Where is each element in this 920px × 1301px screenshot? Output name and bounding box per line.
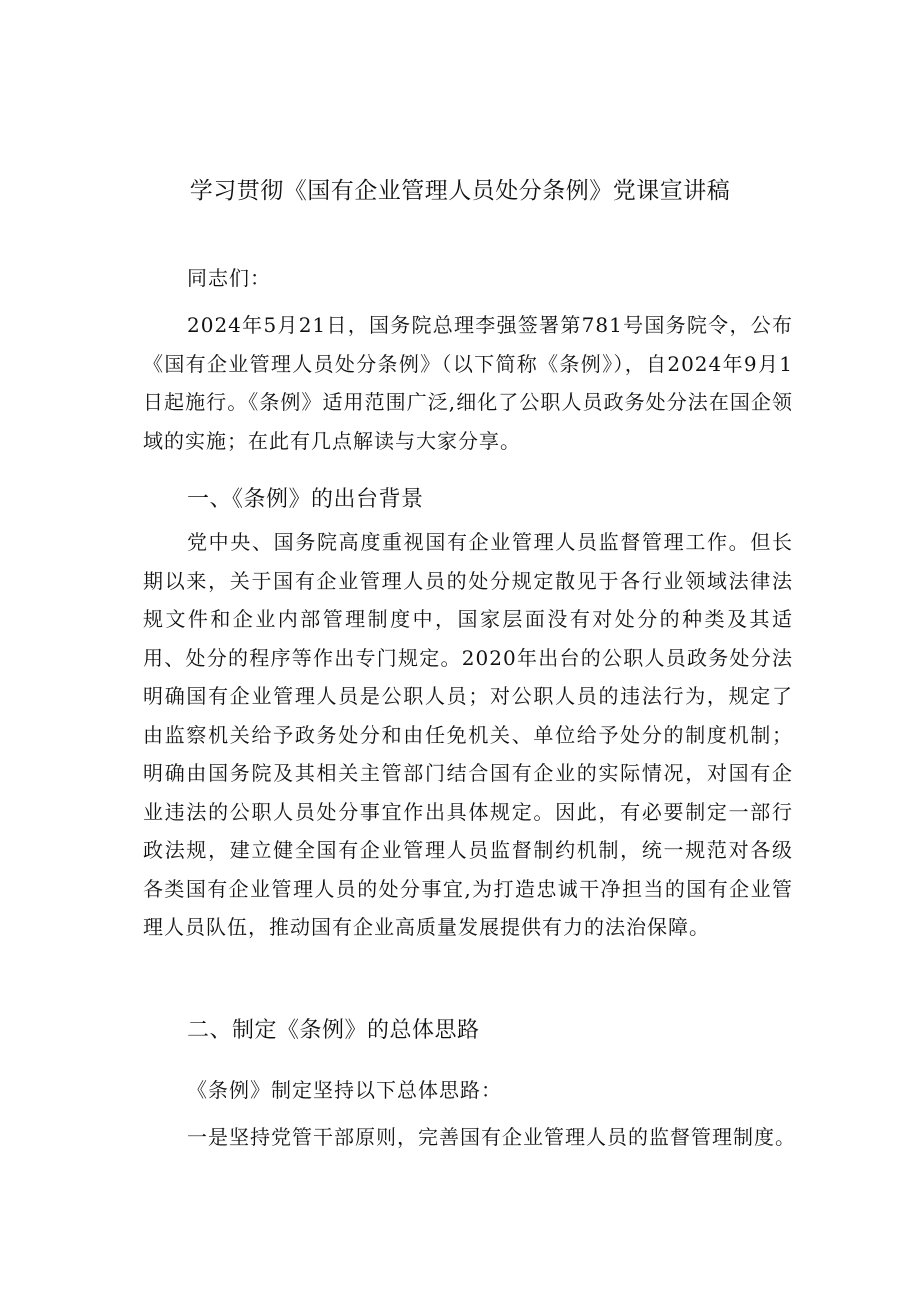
section-1-heading: 一、《条例》的出台背景 (187, 487, 424, 512)
section-2-lead: 《条例》制定坚持以下总体思路： (187, 1078, 502, 1102)
section-1-paragraph: 党中央、国务院高度重视国有企业管理人员监督管理工作。但长期以来，关于国有企业管理人员的处分规定散见于各行业领域法律法规文件和企业内部管理制度中，国家层面没有对处分的种类及其适用、处分的程序等作出专门规定。2020年出台的公职人员政务处分法明确国有企业管理人员是公职人员；对公职人员的违法行为，规定了由监察机关给予政务处分和由任免机关、单位给予处分的制度机制；明确由国务院及其相关主管部门结合国有企业的实际情况，对国有企业违法的公职人员处分事宜作出具体规定。因此，有必要制定一部行政法规，建立健全国有企业管理人员监督制约机制，统一规范对各级各类国有企业管理人员的处分事宜,为打造忠诚干净担当的国有企业管理人员队伍，推动国有企业高质量发展提供有力的法治保障。 (143, 530, 793, 939)
intro-paragraph: 2024年5月21日，国务院总理李强签署第781号国务院令，公布《国有企业管理人员处分条例》（以下简称《条例》），自2024年9月1日起施行。《条例》适用范围广泛,细化了公职人员政务处分法在国企领域的实施；在此有几点解读与大家分享。 (143, 313, 793, 453)
section-2-heading: 二、制定《条例》的总体思路 (187, 1018, 480, 1043)
salutation: 同志们： (187, 266, 271, 290)
document-title: 学习贯彻《国有企业管理人员处分条例》党课宣讲稿 (189, 178, 731, 204)
section-2-point-1: 一是坚持党管干部原则，完善国有企业管理人员的监督管理制度。 (187, 1125, 796, 1149)
